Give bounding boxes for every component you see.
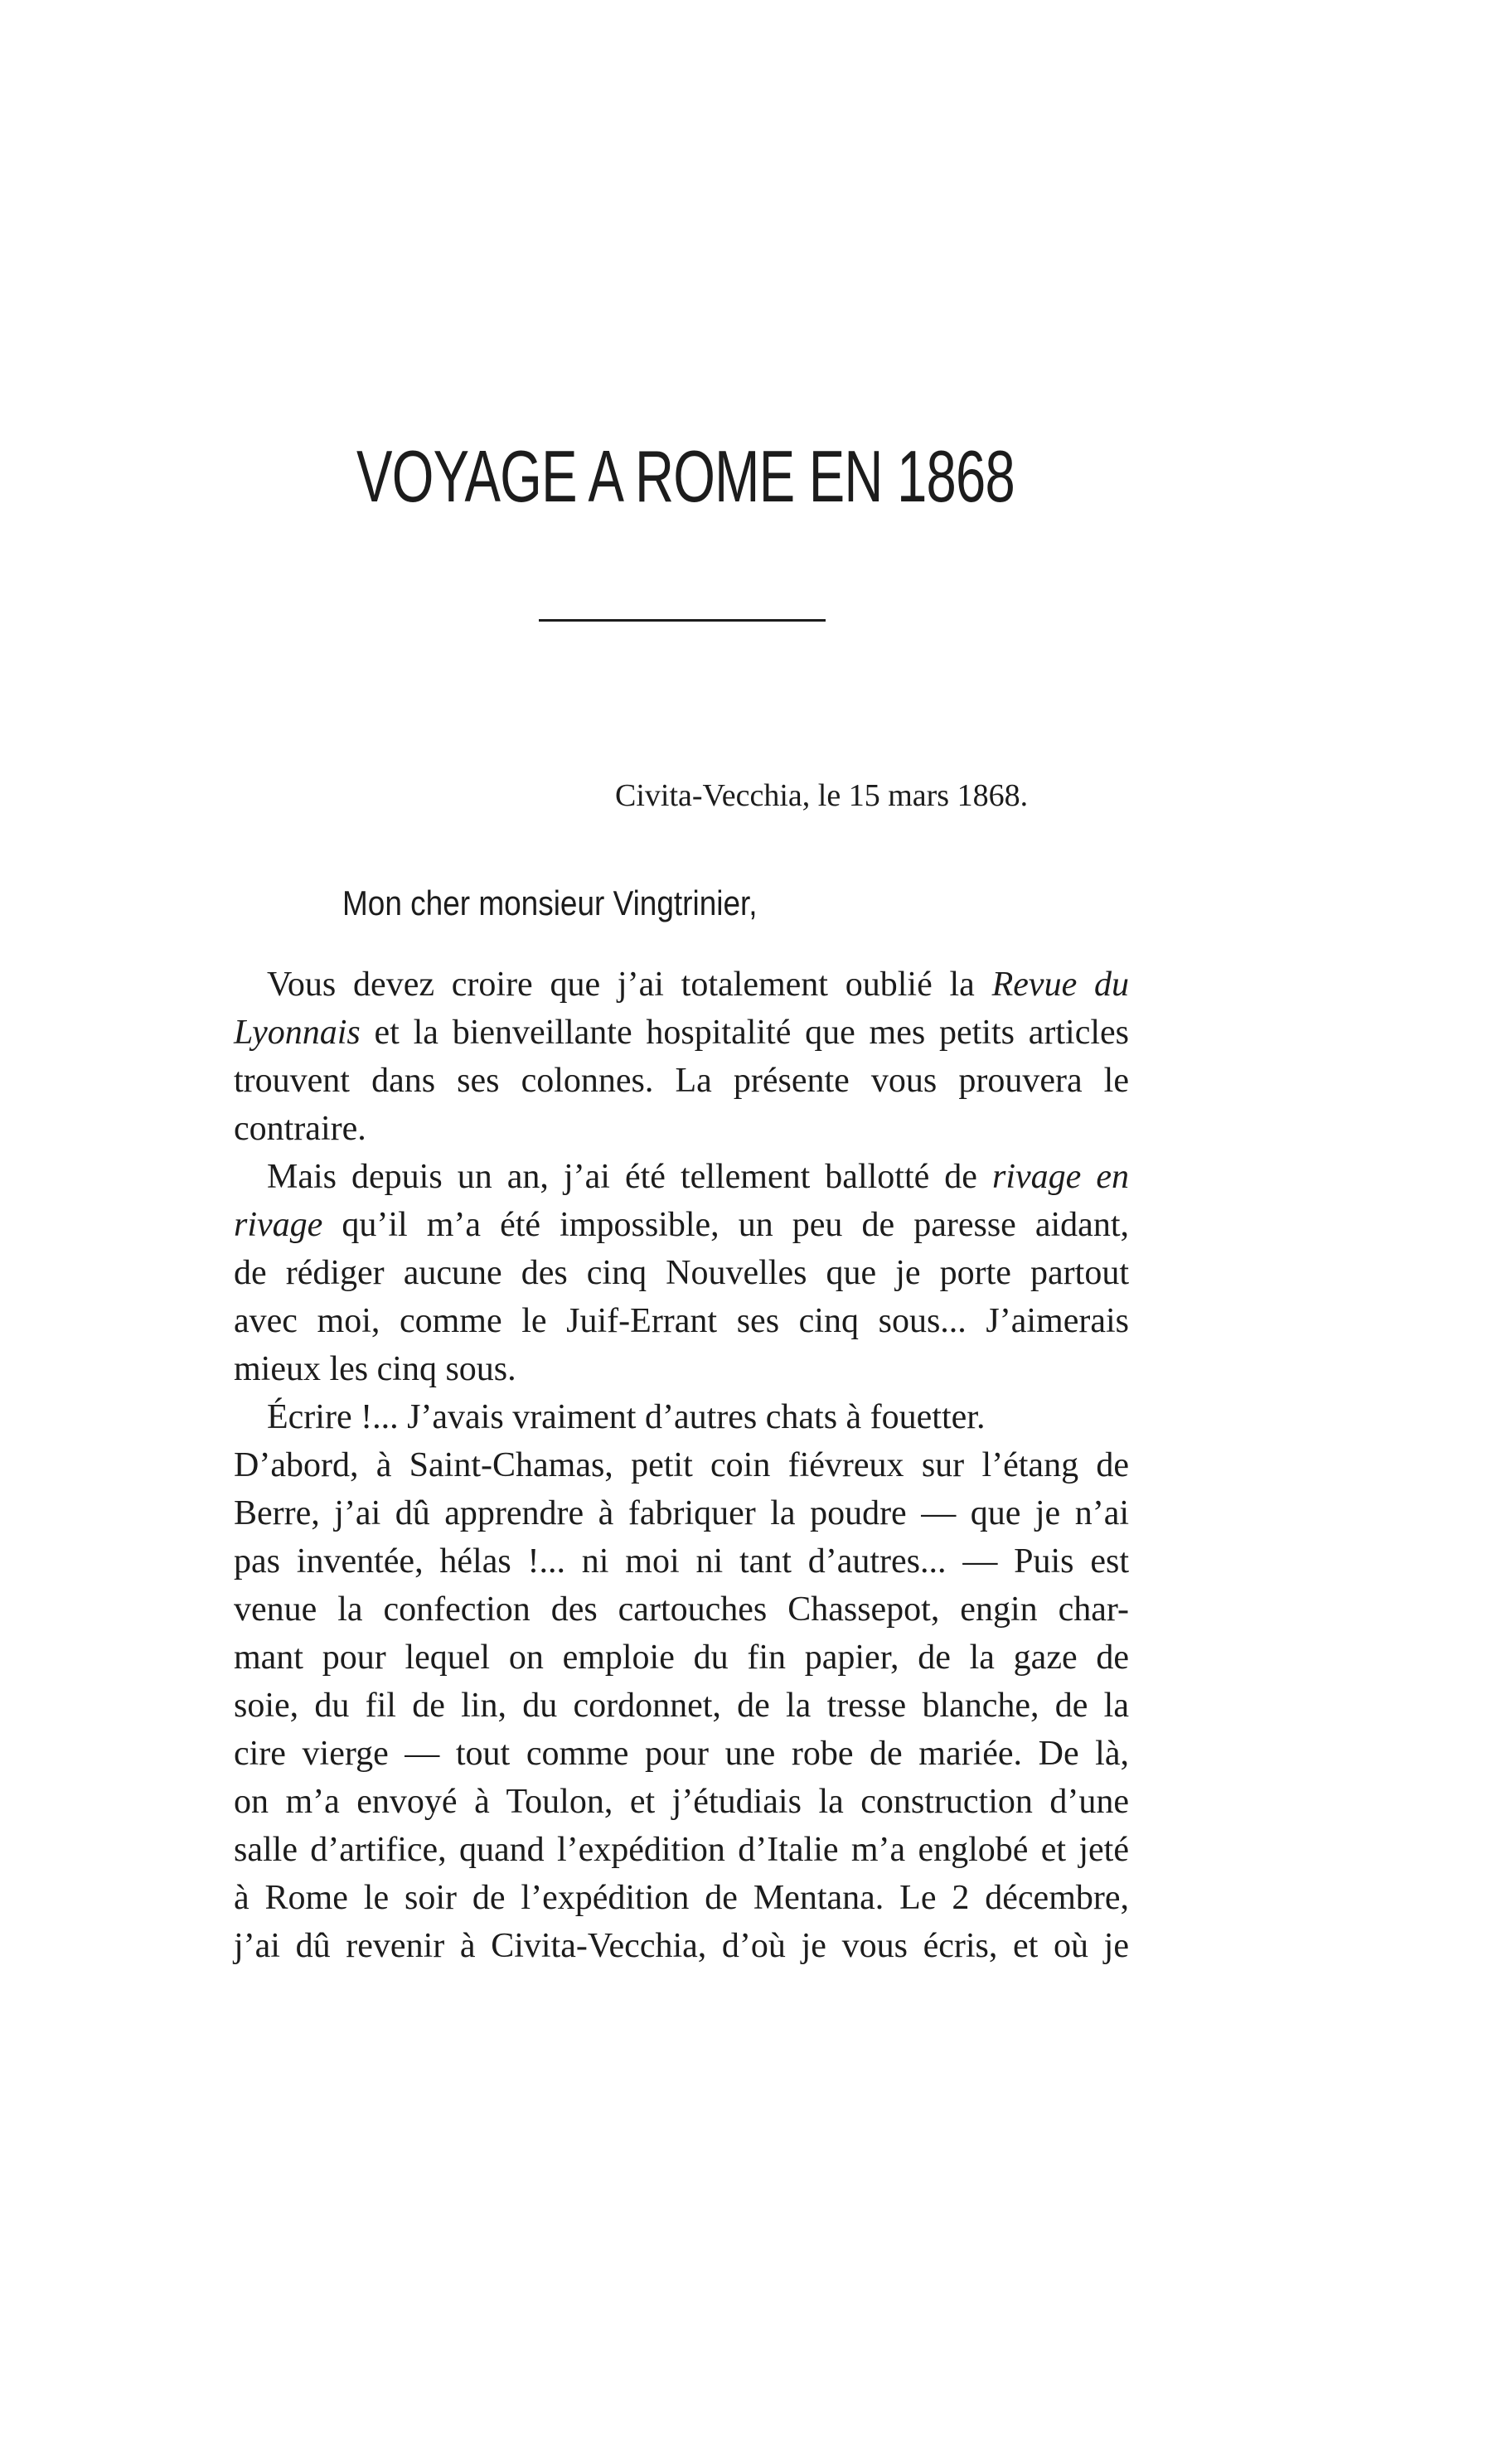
- paragraph-3-line-1: Écrire !... J’avais vraiment d’autres chats à fouetter.: [267, 1398, 986, 1436]
- paragraph-3-line-7: soie, du fil de lin, du cordonnet, de la tresse blanche, de la: [234, 1687, 1129, 1725]
- paragraph-3-line-12: j’ai dû revenir à Civita-Vecchia, d’où je vous écris, et où je: [234, 1927, 1129, 1965]
- text-run: et la bienveillante hospitalité que mes petits articles: [360, 1014, 1129, 1052]
- paragraph-2-line-4: avec moi, comme le Juif-Errant ses cinq sous... J’aimerais: [234, 1302, 1129, 1340]
- paragraph-2-line-5: mieux les cinq sous.: [234, 1350, 516, 1388]
- paragraph-3-line-2: D’abord, à Saint-Chamas, petit coin fiévreux sur l’étang de: [234, 1446, 1129, 1484]
- paragraph-3-line-6: mant pour lequel on emploie du fin papier, de la gaze de: [234, 1639, 1129, 1677]
- paragraph-2-line-2: [234, 1202, 1129, 1248]
- paragraph-1-line-1: [234, 961, 1129, 1008]
- title-divider: [539, 619, 826, 622]
- salutation: Mon cher monsieur Vingtrinier,: [342, 883, 758, 922]
- paragraph-3-line-11: à Rome le soir de l’expédition de Mentana. Le 2 décembre,: [234, 1879, 1129, 1917]
- paragraph-3-line-4: pas inventée, hélas !... ni moi ni tant d’autres... — Puis est: [234, 1542, 1129, 1581]
- paragraph-3-line-5: venue la confection des cartouches Chassepot, engin char-: [234, 1590, 1129, 1629]
- text-run: qu’il m’a été impossible, un peu de paresse aidant,: [322, 1206, 1129, 1244]
- paragraph-1-line-3: trouvent dans ses colonnes. La présente vous prouvera le: [234, 1062, 1129, 1100]
- paragraph-1-line-2: [234, 1009, 1129, 1056]
- page-title: VOYAGE A ROME EN 1868: [356, 435, 1015, 517]
- journal-title-italic: Revue du: [991, 966, 1129, 1004]
- paragraph-1-line-4: contraire.: [234, 1110, 366, 1148]
- paragraph-3-line-8: cire vierge — tout comme pour une robe de mariée. De là,: [234, 1735, 1129, 1773]
- paragraph-2-line-3: de rédiger aucune des cinq Nouvelles que je porte partout: [234, 1254, 1129, 1292]
- italic-phrase: rivage: [234, 1206, 323, 1244]
- text-run: Mais depuis un an, j’ai été tellement ballotté de: [267, 1158, 992, 1196]
- text-run: Vous devez croire que j’ai totalement oublié la: [267, 966, 992, 1004]
- journal-title-italic: Lyonnais: [234, 1014, 361, 1052]
- dateline: Civita-Vecchia, le 15 mars 1868.: [615, 778, 1029, 813]
- paragraph-3-line-10: salle d’artifice, quand l’expédition d’Italie m’a englobé et jeté: [234, 1831, 1129, 1869]
- paragraph-3-line-9: on m’a envoyé à Toulon, et j’étudiais la construction d’une: [234, 1783, 1129, 1821]
- italic-phrase: rivage en: [992, 1158, 1129, 1196]
- paragraph-2-line-1: [234, 1154, 1129, 1200]
- paragraph-3-line-3: Berre, j’ai dû apprendre à fabriquer la poudre — que je n’ai: [234, 1494, 1129, 1532]
